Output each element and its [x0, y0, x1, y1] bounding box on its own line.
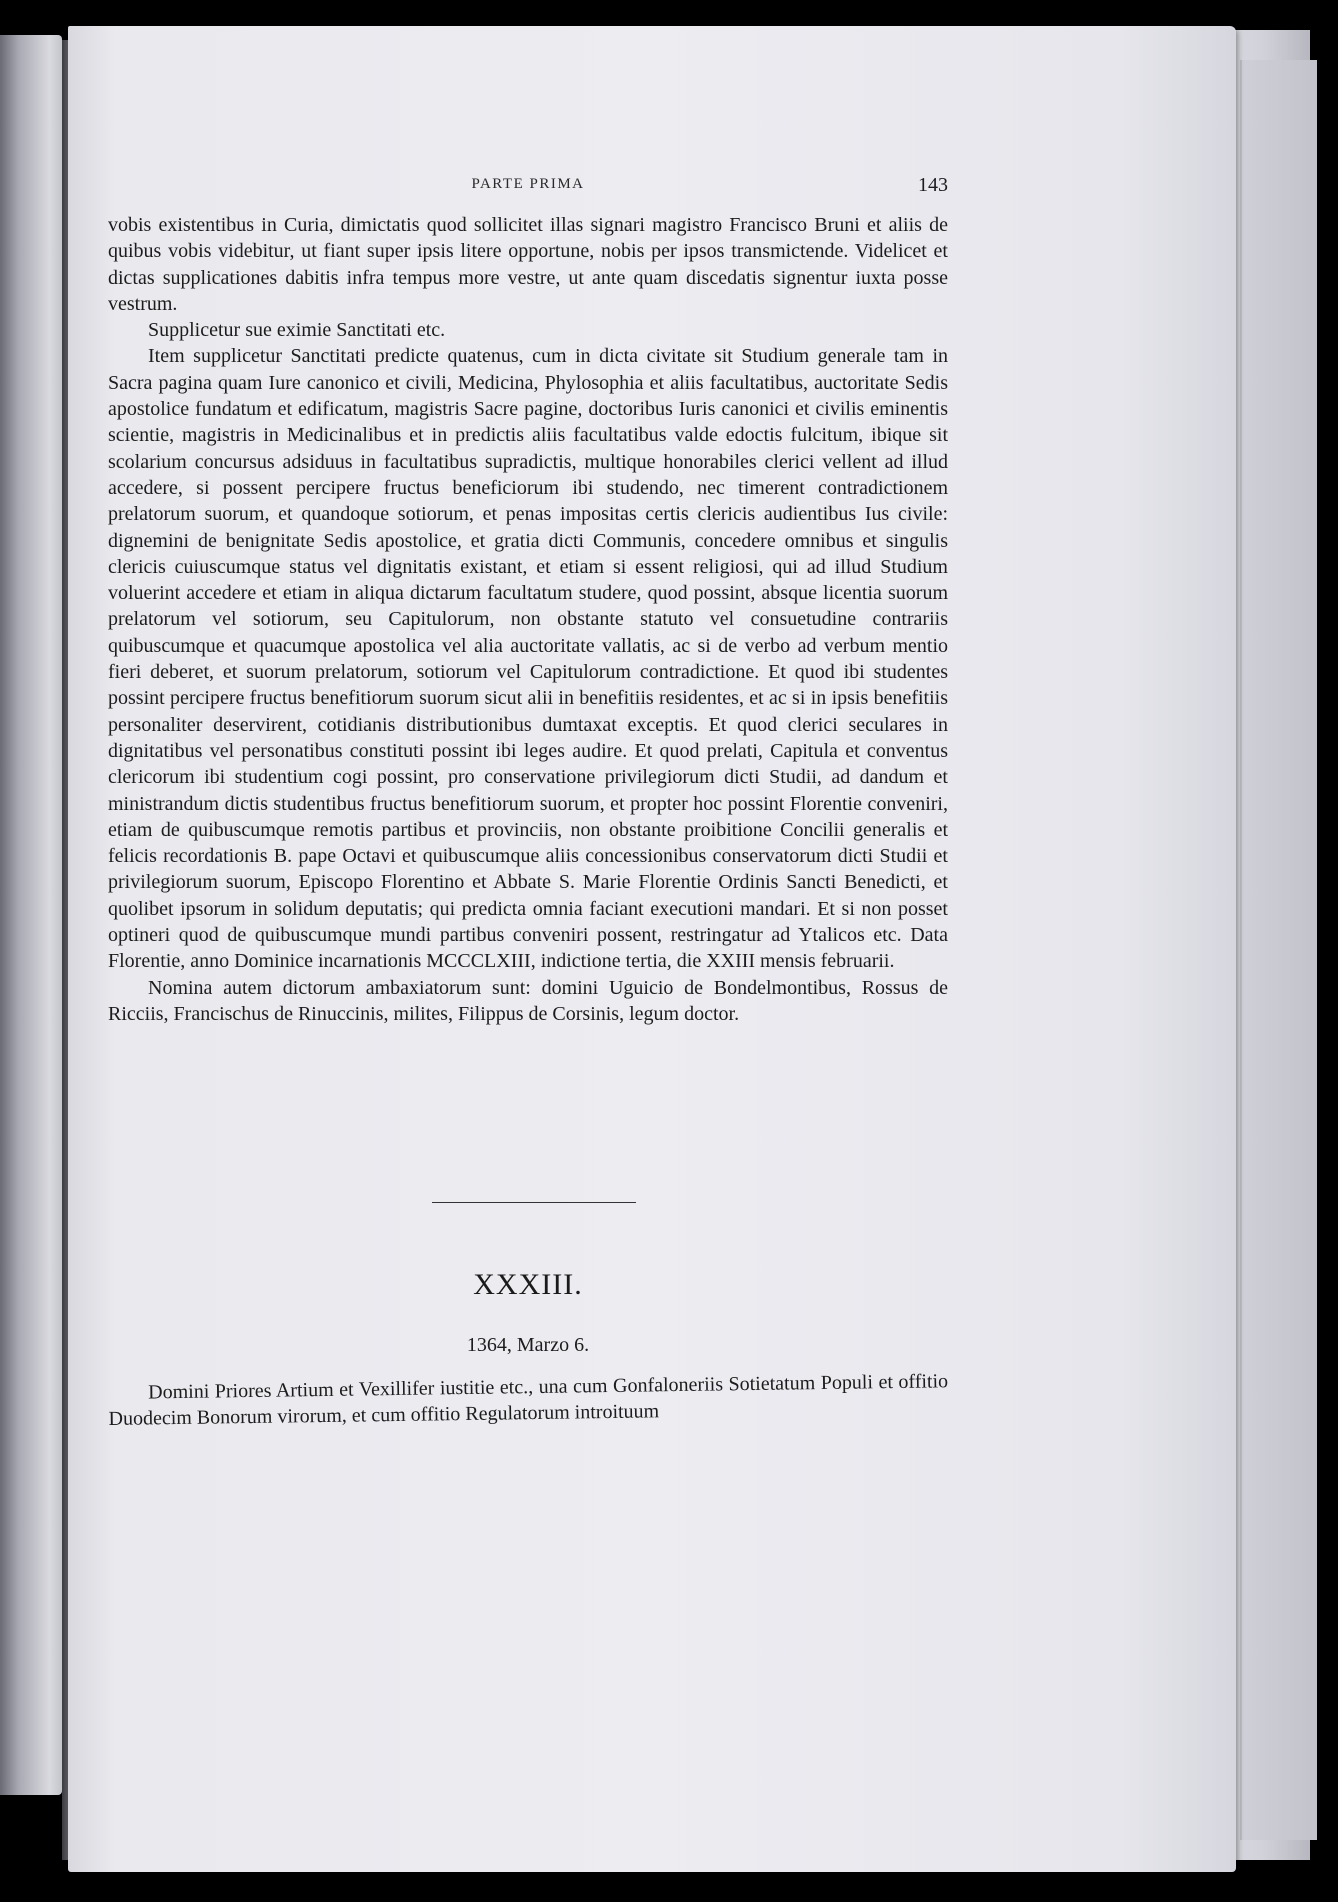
- document-opening-paragraph: Domini Priores Artium et Vexillifer iustitie etc., una cum Gonfaloneriis Sotietatum Populi et offitio Duodecim Bonorum virorum, et cum offitio Regulatorum introituum: [108, 1370, 949, 1431]
- paragraph-nomina: Nomina autem dictorum ambaxiatorum sunt: domini Uguicio de Bondelmontibus, Rossus de Ricciis, Francischus de Rinuccinis, milites, Filippus de Corsinis, legum doctor.: [108, 976, 948, 1025]
- left-page-edge: [0, 35, 62, 1795]
- page-number: 143: [918, 174, 948, 196]
- page-header: [108, 174, 948, 204]
- document-date: 1364, Marzo 6.: [466, 1334, 590, 1356]
- main-text: [108, 212, 948, 1027]
- paragraph-item-supplicetur: Item supplicetur Sanctitati predicte quatenus, cum in dicta civitate sit Studium generale tam in Sacra pagina quam Iure canonico et civili, Medicina, Phylosophia et aliis facultatibus, auctoritate Sedis apostolice fundatum et edificatum, magistris Sacre pagine, doctoribus Iuris canonici et civilis eminentis scientie, magistris in Medicinalibus et in predictis aliis facultatibus valde edoctis fulcitum, ibique sit scolarium concursus adsiduus in facultatibus supradictis, multique honorabiles clerici vellent ad illud accedere, si possent percipere fructus beneficiorum ibi studendo, nec timerent contradictionem prelatorum suorum, et quandoque sotiorum, et penas impositas certis clericis audientibus Ius civile: dignemini de benignitate Sedis apostolice, et gratia dicti Communis, concedere omnibus et singulis clericis cuiuscumque status vel dignitatis existant, et etiam si essent religiosi, qui ad illud Studium voluerint accedere et etiam in aliqua dictarum facultatum studere, quod possint, absque licentia suorum prelatorum vel sotiorum, seu Capitulorum, non obstante statuto vel consuetudine contrariis quibuscumque et quacumque apostolica vel alia auctoritate vallatis, ac si de verbo ad verbum mentio fieri deberet, et suorum prelatorum, sotiorum vel Capitulorum contradictione. Et quod ibi studentes possint percipere fructus benefitiorum suorum sicut alii in benefitiis residentes, et ac si in ipsis benefitiis personaliter deservirent, cotidianis distributionibus dumtaxat exceptis. Et quod clerici seculares in dignitatibus vel personatibus constituti possint ibi leges audire. Et quod prelati, Capitula et conventus clericorum ibi studentium cogi possint, pro conservatione privilegiorum dicti Studii, ad dandum et ministrandum dictis studentibus fructus benefitiorum suorum, et propter hoc possint Florentie conveniri, etiam de quibuscumque remotis partibus et provinciis, non obstante proibitione Concilii generalis et felicis recordationis B. pape Octavi et quibuscumque aliis concessionibus conservatorum dicti Studii et privilegiorum suorum, Episcopo Florentino et Abbate S. Marie Florentie Ordinis Sancti Benedicti, et quolibet ipsorum in solidum deputatis; qui predicta omnia faciant executioni mandari. Et si non posset optineri quod de quibuscumque mundi partibus conveniri possent, restringatur ad Ytalicos etc. Data Florentie, anno Dominice incarnationis MCCCLXIII, indictione tertia, die XXIII mensis februarii.: [108, 345, 948, 973]
- underlying-sheet-edge: [1240, 60, 1317, 1840]
- document-number: XXXIII.: [473, 1268, 583, 1301]
- section-divider: [432, 1202, 636, 1203]
- paragraph-continuation: vobis existentibus in Curia, dimictatis quod sollicitet illas signari magistro Francisco Bruni et aliis de quibus vobis videbitur, ut fiant super ipsis litere opportune, nobis per ipsos transmictende. Videlicet et dictas supplicationes dabitis infra tempus more vestre, ut ante quam discedatis signentur iuxta posse vestrum.: [108, 214, 948, 315]
- paragraph-supplicetur: Supplicetur sue eximie Sanctitati etc.: [148, 319, 446, 342]
- running-title: PARTE PRIMA: [471, 176, 585, 192]
